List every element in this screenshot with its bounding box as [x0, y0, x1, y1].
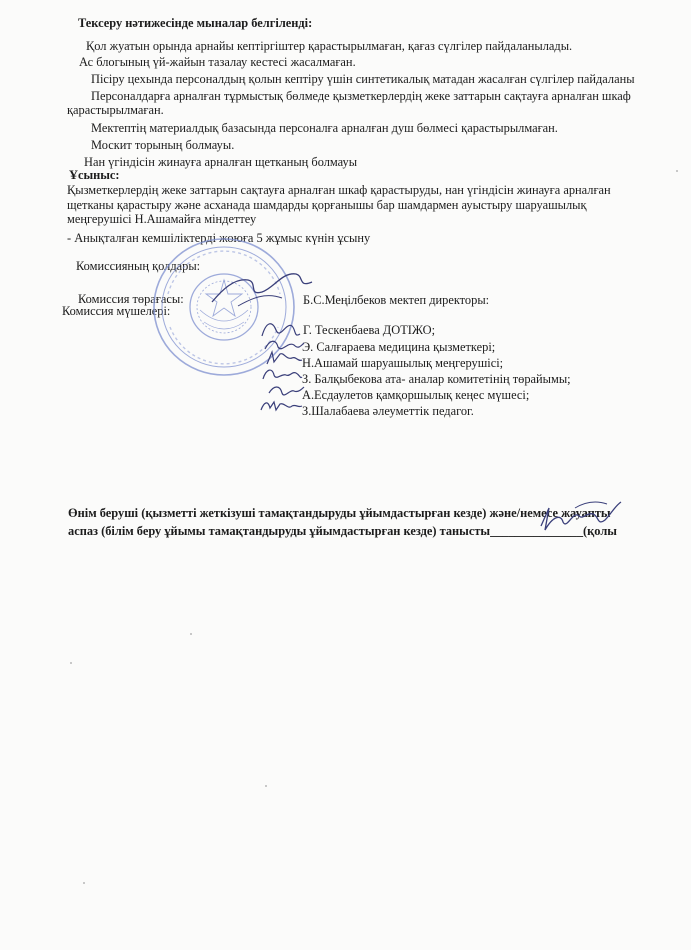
- member-line: Н.Ашамай шаруашылық меңгерушісі;: [302, 356, 504, 370]
- signature-cook: [535, 496, 625, 540]
- scan-speck: [190, 633, 192, 635]
- findings-heading: Тексеру нәтижесінде мыналар белгіленді:: [78, 16, 313, 30]
- member-line: З. Балқыбекова ата- аналар комитетінің төрайымы;: [302, 372, 571, 386]
- member-line: Э. Салғараева медицина қызметкері;: [302, 340, 496, 354]
- proposal-line: щетканы қарастыру және асханада шамдарды қорғанышы бар шамдармен ауыстыру шаруашылық: [67, 198, 587, 212]
- signature-member-6: [258, 396, 304, 418]
- proposal-heading: Ұсыныс:: [69, 168, 120, 182]
- finding-item: Ас блогының үй-жайын тазалау кестесі жасалмаған.: [79, 55, 356, 69]
- finding-item: Персоналдарға арналған тұрмыстық бөлмеде қызметкерлердің жеке заттарын сақтауға арналған шкаф: [91, 89, 631, 103]
- scan-speck: [70, 662, 72, 664]
- acknowledgement-line-1: Өнім беруші (қызметті жеткізуші тамақтандыруды ұйымдастырған кезде) және/немесе жауапты: [68, 506, 611, 520]
- proposal-line: Қызметкерлердің жеке заттарын сақтауға арналған шкаф қарастыруды, нан үгіндісін жинауға арналған: [67, 183, 611, 197]
- finding-item: Москит торының болмауы.: [91, 138, 235, 152]
- signature-chair: [208, 262, 318, 312]
- scan-speck: [265, 785, 267, 787]
- finding-item: Нан үгіндісін жинауға арналған щетканың болмауы: [84, 155, 358, 169]
- signatures-label: Комиссияның қолдары:: [76, 259, 201, 273]
- signature-underline: _______________: [490, 524, 584, 538]
- finding-item: Мектептің материалдық базасында персоналға арналған душ бөлмесі қарастырылмаған.: [91, 121, 558, 135]
- member-line: А.Есдаулетов қамқоршылық кеңес мүшесі;: [302, 388, 530, 402]
- chair-name: Б.С.Меңілбеков мектеп директоры:: [303, 293, 490, 307]
- signature-suffix: (қолы: [583, 524, 617, 538]
- proposal-line: - Анықталған кемшіліктерді жоюға 5 жұмыс күнін ұсыну: [67, 231, 371, 245]
- finding-item: Қол жуатын орында арнайы кептіргіштер қарастырылмаған, қағаз сүлгілер пайдаланылады.: [86, 39, 573, 53]
- proposal-line: меңгерушісі Н.Ашамайға міндеттеу: [67, 212, 257, 226]
- chair-label: Комиссия төрағасы:: [78, 292, 184, 306]
- finding-item: қарастырылмаған.: [67, 103, 164, 117]
- acknowledgement-text: аспаз (білім беру ұйымы тамақтандыруды ұйымдастырған кезде) танысты: [68, 524, 491, 538]
- finding-item: Пісіру цехында персоналдың қолын кептіру үшін синтетикалық матадан жасалған сүлгілер пайдаланы: [91, 72, 635, 86]
- members-label: Комиссия мүшелері:: [62, 304, 171, 318]
- scan-speck: [676, 170, 678, 172]
- member-line: Г. Тескенбаева ДОТІЖО;: [303, 323, 436, 337]
- scan-speck: [83, 882, 85, 884]
- member-line: З.Шалабаева әлеуметтік педагог.: [302, 404, 474, 418]
